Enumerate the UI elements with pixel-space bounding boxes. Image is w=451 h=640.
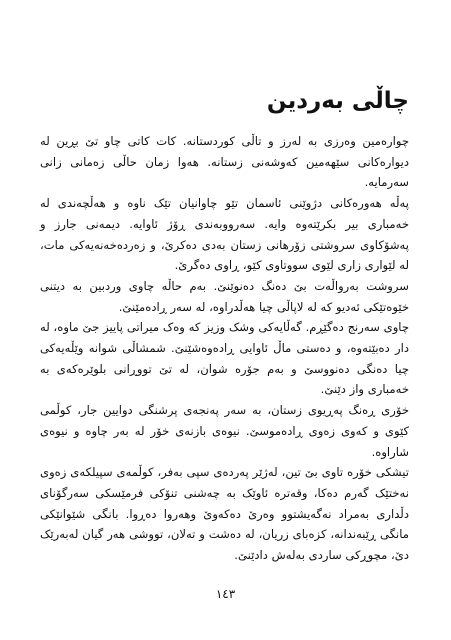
paragraph-3: سروشت بەرواڵەت بێ دەنگ دەنوێنێ. بەم حاڵە چاوی وردبین بە دیتنی خێوەتێکی ئەدیو کە لە لاپاڵی چیا هەڵدراوە، لە سەر ڕادەمێنێ. xyxy=(40,278,409,314)
paragraph-1: چوارەمین وەرزی بە لەرز و تاڵی کوردستانە. کات کاتی چاو تێ بڕین لە دیوارەکانی سێهەمین کەوشەنی زستانە. هەوا زمان حاڵی زەمانی زانی سەرمایە. xyxy=(40,134,409,190)
page-title: چاڵی بەردین xyxy=(266,88,409,114)
paragraph-2: پەڵە هەورەکانی دژوێنی ئاسمان تێو چاوانیان تێک ناوە و هەڵچەندی لە خەمباری بیر بکرێتەوە وایە. سەرووبەندی ڕۆژ ئاوایە. دیمەنی جارز و پەشۆکاوی سروشتی زۆرهانی زستان بەدی دەکرێ، و زەردەخەنەیەکی مات، لە لێواری زاری لێوی سووتاوی کێو، ڕاوی دەگرێ. xyxy=(40,196,409,273)
paragraph-5: خۆری ڕەنگ پەڕیوی زستان، بە سەر پەنجەی پرشنگی دوایین جار، کوڵمی کێوی و کەوی زەوی ڕادەموسێ. نیوەی بازنەی خۆر لە بەر چاوە و نیوەی شاراوە. xyxy=(40,403,409,459)
paragraph-6: تیشکی خۆرە تاوی بێ تین، لەژێر پەردەی سپی بەفر، کوڵمەی سپیلکەی زەوی نەختێک گەرم دەکا، وقەترە ئاوێک بە چەشنی تنۆکی فرمێسکی سەرگۆنای دڵداری بەمراد نەگەیشتوو وەرێ دەکەوێ وهەروا دەڕوا. بانگی شێوانێکی مانگی ڕێبەندانە، کزەبای زریان، لە دەشت و تەلان، تووشی هەر گیان لەبەرێک دێ، مچوڕکی ساردی بەلەش دادێنێ. xyxy=(40,465,409,563)
page-number: ١٤٣ xyxy=(215,587,236,601)
paragraph-4: چاوی سەرنج دەگێڕم. گەڵایەکی وشک وزیز کە وەک میراتی پاییز جێ ماوە، لە دار دەبێتەوە، و دەستی ماڵ ئاوایی ڕادەوەشێنێ. شمشاڵی شوانە وێڵەیەکی چیا دەنگی دەنووسێ و بەم جۆرە شوان، لە تێ تووڕانی بلوێرەکەی بە خەمباری واز دێنێ. xyxy=(40,320,409,397)
body-text xyxy=(40,131,409,566)
